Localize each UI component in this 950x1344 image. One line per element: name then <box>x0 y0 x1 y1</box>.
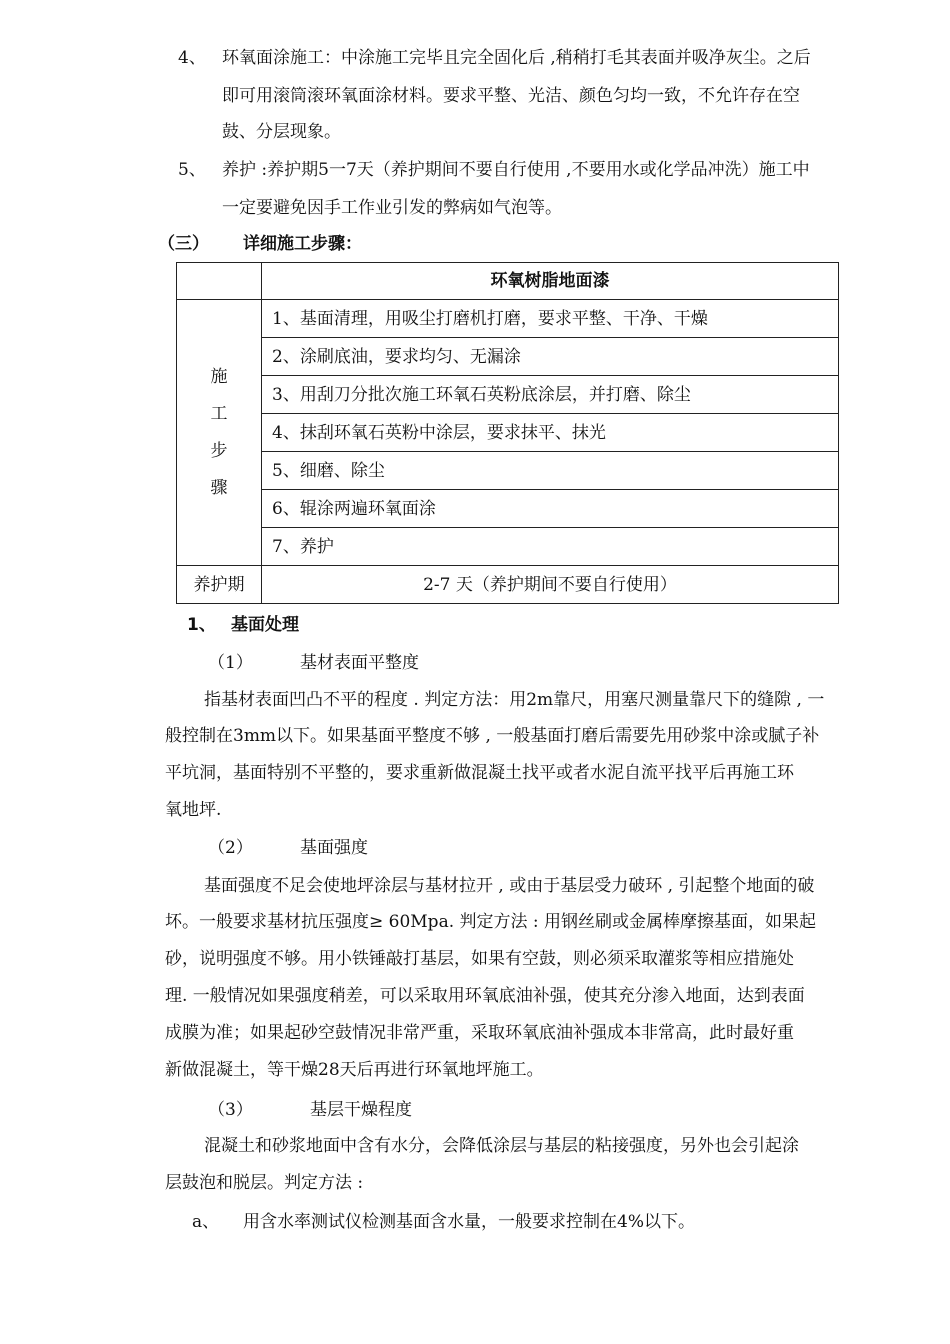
para-2-line-2: 坏。一般要求基材抗压强度≥ 60Mpa. 判定方法 : 用钢丝刷或金属棒摩擦基面，如果起 <box>165 912 817 932</box>
item-a-number: a、 <box>192 1212 220 1232</box>
sub-1-title: 基材表面平整度 <box>300 653 419 673</box>
table-step-7: 7、养护 <box>262 528 839 566</box>
item-a-text: 用含水率测试仪检测基面含水量，一般要求控制在4%以下。 <box>243 1212 695 1232</box>
sub-3-title: 基层干燥程度 <box>310 1100 412 1120</box>
para-2-line-3: 砂，说明强度不够。用小铁锤敲打基层，如果有空鼓，则必须采取灌浆等相应措施处 <box>165 949 794 969</box>
table-step-2: 2、涂刷底油，要求均匀、无漏涂 <box>262 338 839 376</box>
item-4-line-2: 即可用滚筒滚环氧面涂材料。要求平整、光洁、颜色匀均一致，不允许存在空 <box>222 86 800 106</box>
section-3-title: 详细施工步骤： <box>243 234 362 254</box>
sub-2-title: 基面强度 <box>300 838 368 858</box>
table-step-4: 4、抹刮环氧石英粉中涂层，要求抹平、抹光 <box>262 414 839 452</box>
table-step-5: 5、细磨、除尘 <box>262 452 839 490</box>
item-5-line-1: 养护 :养护期5一7天（养护期间不要自行使用 ,不要用水或化学品冲洗）施工中 <box>222 160 810 180</box>
item-5-line-2: 一定要避免因手工作业引发的弊病如气泡等。 <box>222 198 562 218</box>
table-period-value: 2-7 天（养护期间不要自行使用） <box>262 566 839 604</box>
para-2-line-4: 理. 一般情况如果强度稍差，可以采取用环氧底油补强，使其充分渗入地面，达到表面 <box>165 986 805 1006</box>
side-label-char: 步 <box>210 440 228 461</box>
para-1-line-2: 般控制在3mm以下。如果基面平整度不够 , 一般基面打磨后需要先用砂浆中涂或腻子补 <box>165 726 820 746</box>
para-2-line-1: 基面强度不足会使地坪涂层与基材拉开 , 或由于基层受力破环 , 引起整个地面的破 <box>204 876 815 896</box>
para-1-line-3: 平坑洞，基面特别不平整的，要求重新做混凝土找平或者水泥自流平找平后再施工环 <box>165 763 794 783</box>
sub-1-number: （1） <box>208 653 253 673</box>
para-1-line-4: 氧地坪. <box>165 800 222 820</box>
table-step-1: 1、基面清理，用吸尘打磨机打磨，要求平整、干净、干燥 <box>262 300 839 338</box>
sub-3-number: （3） <box>208 1100 253 1120</box>
heading-1-title: 基面处理 <box>231 615 299 635</box>
side-label-char: 工 <box>210 403 228 424</box>
para-2-line-6: 新做混凝土，等干燥28天后再进行环氧地坪施工。 <box>165 1060 544 1080</box>
table-header: 环氧树脂地面漆 <box>262 263 839 300</box>
table-step-6: 6、辊涂两遍环氧面涂 <box>262 490 839 528</box>
table-side-label <box>177 300 262 566</box>
item-4-line-3: 鼓、分层现象。 <box>222 122 341 142</box>
table-step-3: 3、用刮刀分批次施工环氧石英粉底涂层，并打磨、除尘 <box>262 376 839 414</box>
para-3-line-1: 混凝土和砂浆地面中含有水分，会降低涂层与基层的粘接强度，另外也会引起涂 <box>204 1136 799 1156</box>
sub-2-number: （2） <box>208 838 253 858</box>
para-1-line-1: 指基材表面凹凸不平的程度 . 判定方法：用2m靠尺，用塞尺测量靠尺下的缝隙 , 一 <box>204 690 825 710</box>
para-3-line-2: 层鼓泡和脱层。判定方法 : <box>165 1173 364 1193</box>
table-corner-cell <box>177 263 262 300</box>
para-2-line-5: 成膜为准；如果起砂空鼓情况非常严重，采取环氧底油补强成本非常高，此时最好重 <box>165 1023 794 1043</box>
construction-steps-table <box>176 262 839 604</box>
heading-1-number: 1、 <box>187 615 216 635</box>
section-3-number: （三） <box>158 234 209 254</box>
side-label-char: 施 <box>210 366 228 387</box>
side-label-char: 骤 <box>210 477 228 498</box>
item-5-number: 5、 <box>178 160 206 180</box>
table-period-label: 养护期 <box>177 566 262 604</box>
item-4-number: 4、 <box>178 48 206 68</box>
item-4-line-1: 环氧面涂施工：中涂施工完毕且完全固化后 ,稍稍打毛其表面并吸净灰尘。之后 <box>222 48 811 68</box>
